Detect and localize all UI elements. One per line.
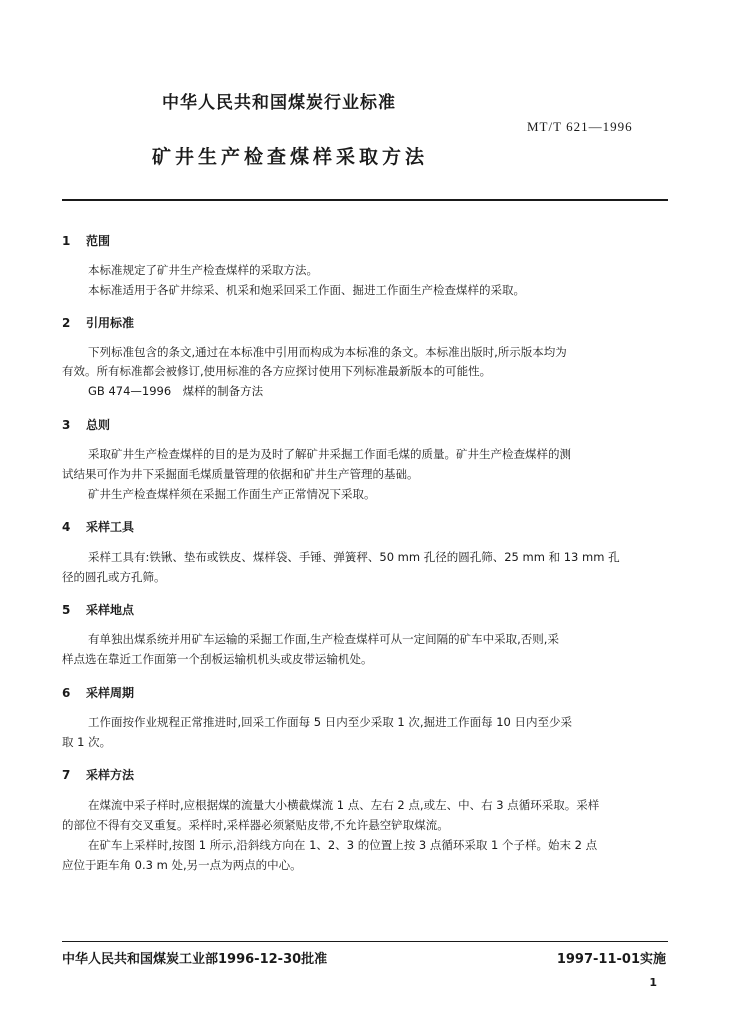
section-number: 2 [62,316,71,330]
section-3-line: 矿井生产检查煤样须在采掘工作面生产正常情况下采取。 [88,487,376,501]
footer-divider [62,941,668,942]
section-1-heading [62,232,110,249]
section-2-line: 下列标准包含的条文,通过在本标准中引用而构成为本标准的条文。本标准出版时,所示版本均为 [88,345,567,359]
section-7-line: 在矿车上采样时,按图 1 所示,沿斜线方向在 1、2、3 的位置上按 3 点循环采取 1 个子样。始末 2 点 [88,838,598,852]
section-6-line: 取 1 次。 [62,735,112,749]
approval-note: 中华人民共和国煤炭工业部1996-12-30批准 [62,952,328,967]
section-2-reference: GB 474—1996 煤样的制备方法 [88,384,264,398]
section-title: 采样工具 [86,520,135,534]
section-7-heading [62,766,134,783]
page-number: 1 [649,976,657,989]
section-5-line: 有单独出煤系统并用矿车运输的采掘工作面,生产检查煤样可从一定间隔的矿车中采取,否则,采 [88,632,559,646]
section-2-line: 有效。所有标准都会被修订,使用标准的各方应探讨使用下列标准最新版本的可能性。 [62,364,492,378]
section-6-line: 工作面按作业规程正常推进时,回采工作面每 5 日内至少采取 1 次,掘进工作面每 10 日内至少采 [88,715,573,729]
section-title: 总则 [86,418,111,432]
section-5-heading [62,601,134,618]
section-number: 6 [62,686,71,700]
section-4-heading [62,518,134,535]
standard-title: 中华人民共和国煤炭行业标准 [162,93,396,113]
section-1-line: 本标准适用于各矿井综采、机采和炮采回采工作面、掘进工作面生产检查煤样的采取。 [88,283,525,297]
header-divider [62,199,668,201]
section-number: 5 [62,603,71,617]
section-title: 采样方法 [86,768,135,782]
section-2-heading [62,314,134,331]
section-number: 3 [62,418,71,432]
section-title: 采样地点 [86,603,135,617]
section-5-line: 样点选在靠近工作面第一个刮板运输机机头或皮带运输机处。 [62,652,373,666]
section-title: 范围 [86,234,111,248]
section-7-line: 应位于距车角 0.3 m 处,另一点为两点的中心。 [62,858,302,872]
section-title: 引用标准 [86,316,135,330]
section-number: 1 [62,234,71,248]
section-3-heading [62,416,110,433]
section-4-line: 采样工具有:铁锹、垫布或铁皮、煤样袋、手锤、弹簧秤、50 mm 孔径的圆孔筛、25 mm 和 13 mm 孔 [88,550,620,564]
section-title: 采样周期 [86,686,135,700]
section-7-line: 的部位不得有交叉重复。采样时,采样器必须紧贴皮带,不允许悬空铲取煤流。 [62,818,449,832]
section-6-heading [62,684,134,701]
section-3-line: 试结果可作为井下采掘面毛煤质量管理的依据和矿井生产管理的基础。 [62,467,419,481]
section-3-line: 采取矿井生产检查煤样的目的是为及时了解矿井采掘工作面毛煤的质量。矿井生产检查煤样的测 [88,447,571,461]
section-number: 4 [62,520,71,534]
standard-code: MT/T 621—1996 [527,119,633,134]
document-title: 矿井生产检查煤样采取方法 [152,146,429,168]
section-7-line: 在煤流中采子样时,应根据煤的流量大小横截煤流 1 点、左右 2 点,或左、中、右 3 点循环采取。采样 [88,798,600,812]
section-number: 7 [62,768,71,782]
section-1-line: 本标准规定了矿井生产检查煤样的采取方法。 [88,263,318,277]
section-4-line: 径的圆孔或方孔筛。 [62,570,166,584]
implementation-date: 1997-11-01实施 [556,952,666,967]
